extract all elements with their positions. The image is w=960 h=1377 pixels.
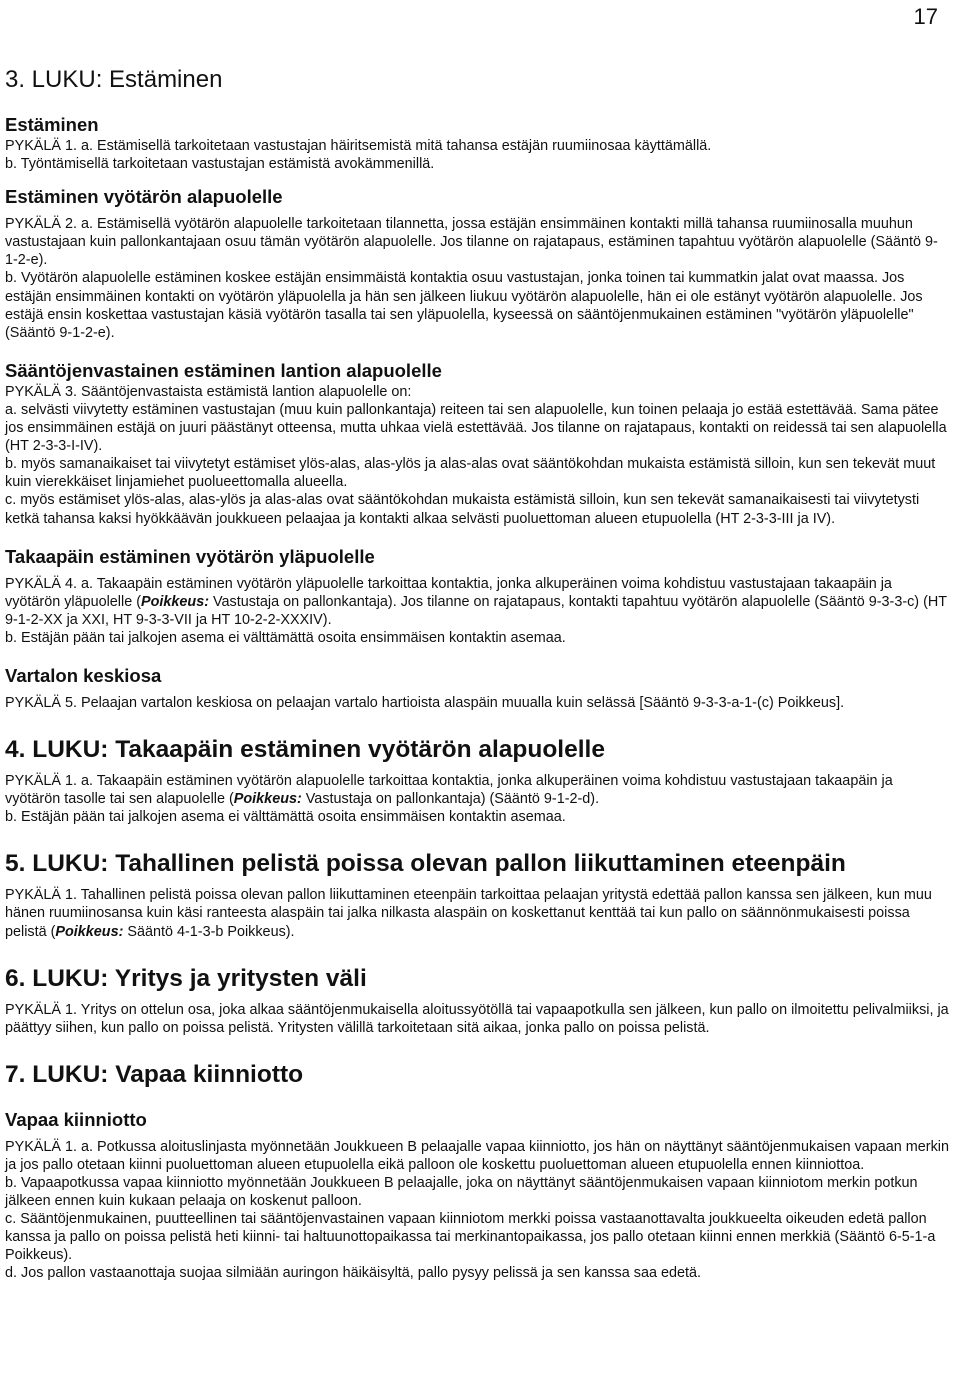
chapter-7-title: 7. LUKU: Vapaa kiinniotto [5,1060,304,1088]
paragraph: d. Jos pallon vastaanottaja suojaa silmiään auringon häikäisyltä, pallo pysyy pelissä ja sen kanssa saa edetä. [5,1265,701,1282]
paragraph: b. Vapaapotkussa vapaa kiinniotto myönnetään Joukkueen B pelaajalle, joka on näyttänyt sääntöjenmukaisen vapaan kiinniotom merkin potkun jälkeen ennen kuin kukaan pelaaja on koskenut palloon. [5,1175,918,1210]
text-run: Vastustaja on pallonkantaja). Jos tilanne on rajatapaus, kontakti tapahtuu vyötärön alapuolelle (Sääntö 9-3-3-c) (HT 9-1-2-XX ja XXI, HT 9-3-3-VII ja HT 10-2-2-XXXIV). [5,593,947,628]
exception-label: Poikkeus: [233,791,302,808]
section-heading-vartalon-keskiosa: Vartalon keskiosa [5,664,162,686]
page-number: 17 [913,4,938,29]
section-heading-estaminen: Estäminen [5,114,99,135]
paragraph: PYKÄLÄ 1. a. Estämisellä tarkoitetaan vastustajan häiritsemistä mitä tahansa estäjän ruumiinosaa käyttämällä. [5,138,712,154]
section-heading-lantion-alapuolelle: Sääntöjenvastainen estäminen lantion alapuolelle [5,359,442,381]
text-run: Sääntö 4-1-3-b Poikkeus). [123,923,295,940]
paragraph: PYKÄLÄ 1. a. Potkussa aloituslinjasta myönnetään Joukkueen B pelaajalle vapaa kiinniotto, jos hän on näyttänyt sääntöjenmukaisen vapaan merkin ja jos pallo otetaan kiinni puoluettoman alueen etupuolella eikä palloon ole koskettu puoluettoman alueen etupuolella ennen kiinniottoa. [5,1138,949,1173]
chapter-3-title: 3. LUKU: Estäminen [5,66,223,93]
text-run: PYKÄLÄ 1. Tahallinen pelistä poissa olevan pallon liikuttaminen eteenpäin tarkoittaa pelaajan yritystä edettää pallon kanssa sen jälkeen, kun muu hänen ruumiinosansa kuin käsi ranteesta alaspäin tai jalka nilkasta alaspäin on koskettanut kenttää tai kun pallo on säännönmukaisesti poissa pelistä ( [5,887,932,940]
paragraph [5,772,950,808]
section-heading-vapaa-kiinniotto: Vapaa kiinniotto [5,1108,147,1130]
text-run: Vastustaja on pallonkantaja) (Sääntö 9-1-2-d). [301,791,600,808]
chapter-6-title: 6. LUKU: Yritys ja yritysten väli [5,964,367,992]
exception-label: Poikkeus: [55,923,124,940]
exception-label: Poikkeus: [141,593,209,610]
paragraph: b. Työntämisellä tarkoitetaan vastustajan estämistä avokämmenillä. [5,156,435,173]
paragraph: PYKÄLÄ 3. Sääntöjenvastaista estämistä lantion alapuolelle on: [5,383,412,400]
paragraph: b. Vyötärön alapuolelle estäminen koskee estäjän ensimmäistä kontaktia osuu vastustajan, jonka toinen tai kummatkin jalat ovat maassa. Jos estäjän ensimmäinen kontakti on vyötärön yläpuolella ja hän sen jälkeen liukuu vyötärön alapuolelle, hän ei ole estänyt vyötärön alapuolelle. Jos estäjä ensin koskettaa vastustajan käsiä vyötärön tasalla tai sen yläpuolella, kyseessä on sääntöjenmukainen estäminen "vyötärön yläpuolelle" (Sääntö 9-1-2-e). [5,270,923,341]
paragraph: PYKÄLÄ 2. a. Estämisellä vyötärön alapuolelle tarkoitetaan tilannetta, jossa estäjän ensimmäinen kontakti millä tahansa ruumiinosalla muuhun vastustajaan kuin pallonkantajaan osuu tämän vyötärön alapuolelle. Jos tilanne on rajatapaus, estäminen tapahtuu vyötärön alapuolelle (Sääntö 9-1-2-e). [5,216,938,269]
paragraph: b. Estäjän pään tai jalkojen asema ei välttämättä osoita ensimmäisen kontaktin asemaa. [5,629,566,646]
document-body [5,64,950,1283]
paragraph: PYKÄLÄ 1. Yritys on ottelun osa, joka alkaa sääntöjenmukaisella aloitussyötöllä tai vapaapotkulla sen jälkeen, kun pallo on ilmoitettu pelivalmiiksi, ja päättyy siihen, kun pallo on poissa pelistä. Yritysten välillä tarkoitetaan sitä aikaa, jonka pallo on poissa pelistä. [5,1001,949,1036]
paragraph [5,886,950,940]
section-heading-takaapain-ylapuolelle: Takaapäin estäminen vyötärön yläpuolelle [5,545,375,567]
paragraph: a. selvästi viivytetty estäminen vastustajan (muu kuin pallonkantaja) reiteen tai sen alapuolelle, kun toinen pelaaja jo estää estettävää. Sama pätee jos ensimmäinen estäjä on juuri päästänyt otteensa, mutta uhkaa vielä estettävää. Jos tilanne on rajatapaus, kontakti on reidessä tai sen alapuolella (HT 2-3-3-I-IV). [5,401,947,455]
chapter-4-title: 4. LUKU: Takaapäin estäminen vyötärön alapuolelle [5,736,605,764]
paragraph: b. Estäjän pään tai jalkojen asema ei välttämättä osoita ensimmäisen kontaktin asemaa. [5,809,566,826]
text-run: PYKÄLÄ 4. a. Takaapäin estäminen vyötärön yläpuolelle tarkoittaa kontaktia, jonka alkuperäinen voima kohdistuu vastustajaan takaapäin ja vyötärön yläpuolelle ( [5,575,892,610]
paragraph [5,575,950,629]
paragraph: c. Sääntöjenmukainen, puutteellinen tai sääntöjenvastainen vapaan kiinniotom merkki poissa vastaanottavalta joukkueelta oikeuden edetä pallon kanssa ja pallo on poissa pelistä heti kiinni- tai haltuunottopaikassa tai merkinantopaikassa, jos pallo otetaan kiinni ennen merkkiä (Sääntö 6-5-1-a Poikkeus). [5,1211,936,1264]
text-run: PYKÄLÄ 1. a. Takaapäin estäminen vyötärön alapuolelle tarkoittaa kontaktia, jonka alkuperäinen voima kohdistuu vastustajaan takaapäin ja vyötärön tasolle tai sen alapuolelle ( [5,773,893,808]
chapter-5-title: 5. LUKU: Tahallinen pelistä poissa olevan pallon liikuttaminen eteenpäin [5,850,846,878]
section-heading-vyotaron-alapuolelle: Estäminen vyötärön alapuolelle [5,186,283,208]
paragraph: b. myös samanaikaiset tai viivytetyt estämiset ylös-alas, alas-ylös ja alas-alas ovat sääntökohdan mukaista estämistä silloin, kun sen tekevät muut kuin vierekkäiset linjamiehet puolueettomalla alueella. [5,456,936,491]
paragraph: PYKÄLÄ 5. Pelaajan vartalon keskiosa on pelaajan vartalo hartioista alaspäin muualla kuin selässä [Sääntö 9-3-3-a-1-(c) Poikkeus]. [5,694,845,711]
paragraph: c. myös estämiset ylös-alas, alas-ylös ja alas-alas ovat sääntökohdan mukaista estämistä silloin, kun sen tekevät samanaikaisesti tai viivytetysti ketkä tahansa kaksi hyökkäävän joukkueen pelaajaa ja kontakti alkaa selvästi puoluettoman alueen etupuolella (HT 2-3-3-III ja IV). [5,492,920,527]
